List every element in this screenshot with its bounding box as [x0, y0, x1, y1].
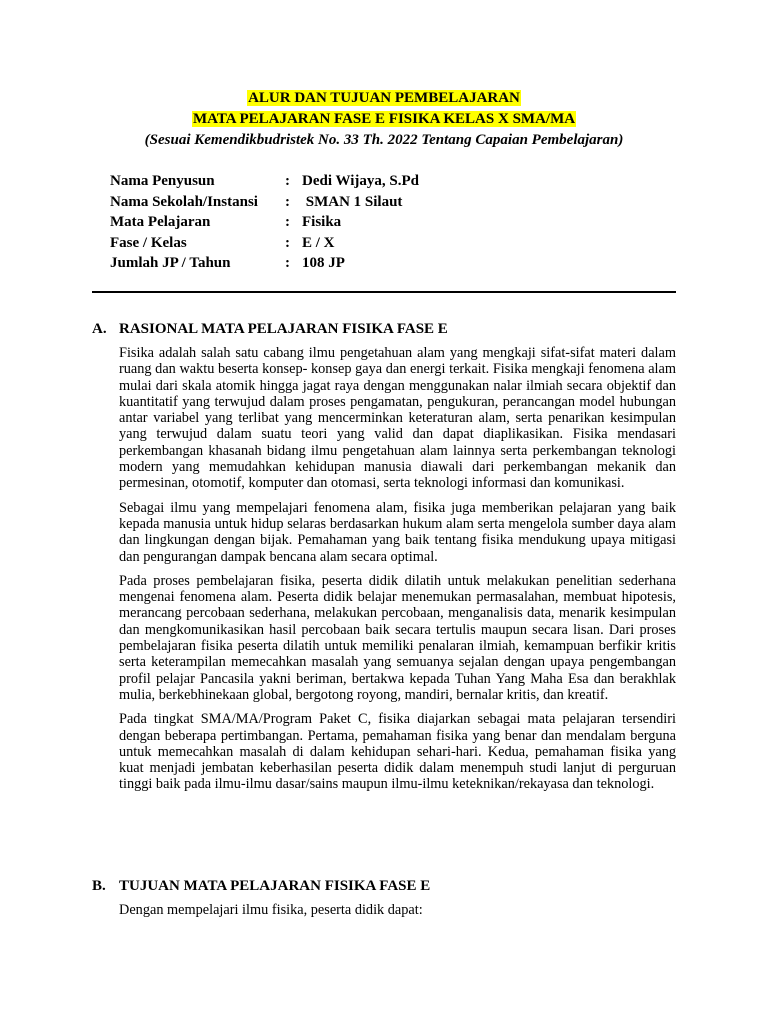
section-heading-b [92, 876, 676, 896]
identity-row [110, 171, 419, 192]
identity-row [110, 253, 419, 274]
document-title-line1 [0, 88, 768, 109]
paragraph: Pada proses pembelajaran fisika, peserta didik dilatih untuk melakukan penelitian sederhana mengenai fenomena alam. Peserta didik belajar menemukan permasalahan, membuat hipotesis, merancang percobaan sederhana, melakukan percobaan, menganalisis data, menarik kesimpulan dan mengkomunikasikan hasil percobaan baik secara tertulis maupun secara lisan. Dari proses pembelajaran fisika peserta dilatih untuk memiliki penalaran ilmiah, kemampuan berfikir kritis serta keterampilan memecahkan masalah yang semuanya sejalan dengan upaya pengembangan profil pelajar Pancasila yakni beriman, bertakwa kepada Tuhan Yang Maha Esa dan berakhlak mulia, berkebhinekaan global, bergotong royong, mandiri, bernalar kritis, dan kreatif. [119, 572, 676, 703]
paragraph: Fisika adalah salah satu cabang ilmu pengetahuan alam yang mengkaji sifat-sifat materi dalam ruang dan waktu beserta konsep- konsep gaya dan energi terkait. Fisika mengkaji fenomena alam mulai dari skala atomik hingga jagat raya dengan menggunakan nalar ilmiah secara objektif dan kuantitatif yang terwujud dalam proses pengamatan, pengukuran, perancangan model hubungan antar variabel yang terlibat yang mencerminkan keteraturan alam, serta penarikan kesimpulan yang terwujud dalam suatu teori yang valid dan dapat diaplikasikan. Fisika mendasari perkembangan khasanah bidang ilmu pengetahuan alam lainnya serta perkembangan teknologi modern yang memudahkan kehidupan manusia diawali dari perkembangan mekanik dan permesinan, otomotif, komputer dan otomasi, serta teknologi informasi dan komunikasi. [119, 345, 676, 492]
identity-label: Mata Pelajaran [110, 214, 211, 230]
title-highlight: ALUR DAN TUJUAN PEMBELAJARAN [248, 90, 520, 106]
title-highlight: MATA PELAJARAN FASE E FISIKA KELAS X SMA/MA [192, 111, 576, 127]
identity-colon: : [285, 193, 290, 210]
identity-colon: : [285, 214, 290, 230]
identity-row [110, 192, 419, 213]
section-title: RASIONAL MATA PELAJARAN FISIKA FASE E [119, 321, 448, 337]
identity-label: Nama Sekolah/Instansi [110, 193, 258, 210]
section-letter: B. [92, 878, 106, 894]
identity-value: Dedi Wijaya, S.Pd [302, 173, 419, 189]
identity-table [110, 171, 419, 274]
identity-label: Fase / Kelas [110, 234, 187, 251]
section-body-a [119, 345, 676, 801]
identity-value: Fisika [302, 214, 342, 230]
document-subtitle: (Sesuai Kemendikbudristek No. 33 Th. 2022 Tentang Capaian Pembelajaran) [144, 132, 624, 148]
identity-row [110, 233, 419, 254]
identity-colon: : [285, 173, 290, 189]
section-letter: A. [92, 321, 107, 337]
identity-value: E / X [302, 234, 335, 251]
identity-label: Nama Penyusun [110, 173, 215, 189]
identity-colon: : [285, 234, 290, 251]
section-heading-a [92, 319, 676, 339]
paragraph: Pada tingkat SMA/MA/Program Paket C, fisika diajarkan sebagai mata pelajaran tersendiri dengan beberapa pertimbangan. Pertama, pemahaman fisika yang benar dan mendalam berguna untuk memecahkan masalah di dalam kehidupan sehari-hari. Kedua, pemahaman fisika yang kuat menjadi jembatan keberhasilan peserta didik dalam menempuh studi lanjut di perguruan tinggi baik pada ilmu-ilmu dasar/sains maupun ilmu-ilmu keteknikan/rekayasa dan teknologi. [119, 711, 676, 793]
paragraph: Sebagai ilmu yang mempelajari fenomena alam, fisika juga memberikan pelajaran yang baik kepada manusia untuk hidup selaras berdasarkan hukum alam serta mengelola sumber daya alam dan lingkungan dengan bijak. Pemahaman yang baik tentang fisika mendukung upaya mitigasi dan pengurangan dampak bencana alam secara optimal. [119, 499, 676, 565]
document-title-line2 [0, 109, 768, 130]
identity-value: 108 JP [302, 255, 345, 271]
identity-row [110, 212, 419, 233]
identity-colon: : [285, 255, 290, 271]
section-title: TUJUAN MATA PELAJARAN FISIKA FASE E [119, 878, 431, 894]
paragraph: Dengan mempelajari ilmu fisika, peserta didik dapat: [119, 902, 423, 918]
horizontal-divider [92, 291, 676, 293]
identity-value: SMAN 1 Silaut [302, 193, 403, 210]
section-body-b [119, 902, 676, 926]
identity-label: Jumlah JP / Tahun [110, 255, 231, 271]
